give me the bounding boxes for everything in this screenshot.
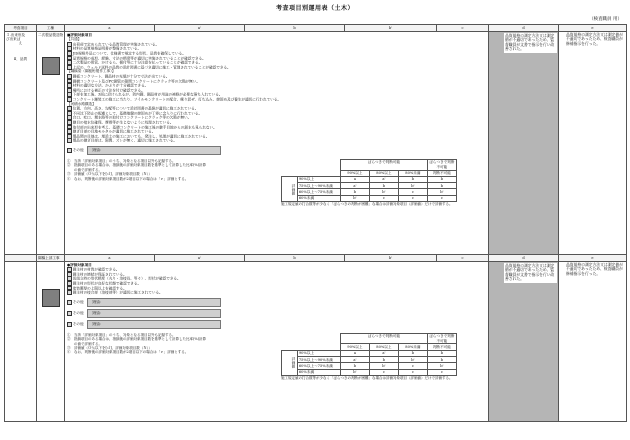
note-line: ② 指摘項目のある場合は、指摘後の評価対象項目数を基準として計算した比率(%)計算: [67, 163, 207, 168]
checkbox[interactable]: [67, 138, 72, 143]
grade-row-label: 60%以上～75%未満: [297, 189, 340, 195]
section2-header-a-prime: a': [155, 255, 245, 262]
section1-right-e: 品質規格の測定方法又は測定値が不適切であったため、検査職員が修補指示を行った。: [566, 31, 623, 46]
note-line: ① 当該「評価対象項目」のうち、対象となる項目以外も記録する。: [67, 332, 176, 337]
other-reason-field[interactable]: ［理由：: [87, 309, 221, 318]
section2-row: [5, 262, 627, 422]
header-a: a: [65, 25, 155, 32]
grade-cell: c: [369, 369, 398, 375]
grade-cell: a': [340, 183, 369, 189]
other-row: [67, 298, 486, 307]
item-no-line2: び出来ば: [6, 36, 21, 41]
section2-header-row: [5, 255, 627, 262]
note-line: ① 当該「評価対象項目」のうち、対象となる項目以外も記録する。: [67, 158, 176, 163]
item-text: 出荷前で定められている品質管理が実施されている。: [72, 42, 160, 47]
header-a-prime: a': [155, 25, 245, 32]
grade-cell: a: [340, 350, 369, 356]
grade-cell: b: [398, 176, 427, 182]
section2-e-cell: [559, 262, 627, 422]
checkbox[interactable]: [67, 322, 72, 327]
other-row: [67, 309, 486, 318]
section2-grade-block: [281, 333, 457, 376]
note-line: ④ なお、判断後の評価対象項目数が2項目以下の場合は「ｅ」評価とする。: [67, 350, 189, 355]
grade-subheader: 80%以上: [369, 344, 398, 350]
section2-notes: [67, 333, 277, 376]
section1-grade-table: [281, 159, 457, 202]
checkbox[interactable]: [67, 148, 72, 153]
grade-corner: [282, 333, 341, 344]
other-reason-field[interactable]: ［理由：: [87, 298, 221, 307]
section2-content: [65, 262, 489, 422]
grade-corner: [282, 159, 341, 170]
other-label: その他: [72, 322, 84, 327]
item-text: 鋼主材の接合部（溶接部等）が適切に施工されている。: [72, 290, 163, 295]
section2-grade-table: [281, 333, 457, 376]
grade-cell: b': [427, 363, 456, 369]
section2-right-e: 品質規格の測定方法又は測定値が不適切であったため、検査職員が修補指示を行った。: [566, 261, 623, 276]
grade-header-nonvariance: ばらつきで判断不可能: [429, 160, 455, 169]
item-text: 鋼主材の材質が確認できる。: [72, 267, 120, 272]
section1-type: 二次製品製造物: [38, 32, 64, 37]
other-row: [67, 146, 486, 155]
item-no-line3: え: [18, 41, 23, 46]
other-label: その他: [72, 311, 84, 316]
item-text: 継目の接水位確保、摩擦等が生じないように処理されている。: [72, 120, 174, 125]
grade-subheader: 90%以上: [340, 170, 369, 176]
note-line: ③ 評価値（Ｏ％以下を[ｄ]、評価対象項目数（Ｎ））: [67, 346, 152, 351]
grade-subheader: 90%以上: [340, 344, 369, 350]
grade-row-label: 60%未満: [297, 195, 340, 201]
grade-subheader: 80%以上: [369, 170, 398, 176]
item-text: 材料の品質規格証明書が整備されている。: [72, 46, 142, 51]
section1-d-cell: [489, 32, 559, 255]
other-reason-field[interactable]: ［理由：: [87, 320, 221, 329]
grade-row: [282, 369, 457, 375]
grade-cell: b': [398, 357, 427, 363]
grade-header-variance: ばらつきで判断可能: [340, 333, 427, 344]
evaluation-table: [4, 24, 627, 422]
section2-items: [67, 267, 486, 295]
section2-footnote: 施工規定値の打合数等が少なく「ばらつきの判断が困難」な場合は評価対象項目（評価値）だけで評価する。: [281, 375, 453, 380]
item-text: 下部を加工後、3面に設けられるが、防内鋼、鋼品材が用途の補修が必要な落ち入れている。: [72, 92, 223, 97]
grade-cell: b': [340, 369, 369, 375]
grade-cell: b: [427, 350, 456, 356]
grade-cell: b': [398, 183, 427, 189]
header-b-prime: b': [345, 25, 437, 32]
grade-row-label: 75%以上～90%未満: [297, 183, 340, 189]
section2-header-e: e: [559, 255, 627, 262]
grade-cell: a: [340, 176, 369, 182]
grade-cell: c: [398, 195, 427, 201]
section2-header-b-prime: b': [345, 255, 437, 262]
section1-item-cell: [5, 32, 37, 255]
grade-cell: c: [369, 195, 398, 201]
item-text: 材料の適切な方法、かぶりが十分確認できる。: [72, 83, 149, 88]
grade-row-label: 60%未満: [297, 369, 340, 375]
item-text: 鋼主材の形状が良好な状態で確認できる。: [72, 281, 142, 286]
section2-right-d: 品質規格の測定方法又は測定値が不適切であったため、監督職員が文書で指示を行い改善された。: [504, 263, 557, 283]
grade-cell: c: [427, 195, 456, 201]
note-line: の値で評価する。: [67, 341, 102, 346]
grade-cell: b': [340, 195, 369, 201]
checkbox[interactable]: [67, 311, 72, 316]
header-c: c: [437, 25, 489, 32]
grade-cell: b: [369, 357, 398, 363]
eval-item: [67, 290, 486, 295]
item-text: 不同沈下防止の配慮として、基礎地盤の締固めが丁寧に念入りに行われている。: [72, 111, 203, 116]
grade-subheader: 80%未満: [398, 170, 427, 176]
section2-header-a: a: [65, 255, 155, 262]
item-text: 塗装膜厚の上限以上を確認する。: [72, 286, 127, 291]
other-label: その他: [72, 148, 84, 153]
section2-header-b: b: [245, 255, 345, 262]
grade-subheader: 判断不可能: [427, 344, 456, 350]
grade-row-label: 90%以上: [297, 350, 340, 356]
note-line: ④ なお、判断後の評価対象項目数が2項目以下の場合は「ｅ」評価とする。: [67, 176, 189, 181]
header-type: 工種: [37, 25, 65, 32]
header-row: [5, 25, 627, 32]
grade-subheader: 80%未満: [398, 344, 427, 350]
grade-cell: a': [369, 176, 398, 182]
section1-content: [65, 32, 489, 255]
eval-item: [67, 138, 486, 143]
grade-row-label: 60%以上～75%未満: [297, 363, 340, 369]
item-sub: Ⅱ．品質: [13, 57, 28, 62]
section2-type-cell: [37, 262, 65, 422]
grade-cell: b: [398, 350, 427, 356]
group-label: 【共通】: [67, 37, 82, 42]
item-text: 鋼板コンクリート、鋼品材の充填が十分で寸法が出ている。: [72, 74, 170, 79]
item-text: 継ぎ目部の目地モルタルが適切に施工されている。: [72, 129, 156, 134]
grade-cell: c: [398, 369, 427, 375]
item-text: 場所における補正の寸法を付け確認できる。: [72, 88, 145, 93]
grade-cell: b: [427, 183, 456, 189]
section1-notes: [67, 159, 277, 202]
section2-eval-title: ●評価対象項目: [67, 263, 92, 267]
item-text: 台口、吐口、堰水路等の取付けコンクリートにクラック等の欠陥が無い。: [72, 115, 192, 120]
item-text: 上記の、ウェルド試料の品質の設計図書に基づき適切に施工・管理されていることが確認できる。: [72, 65, 231, 70]
section1-bottom: [67, 159, 486, 202]
section2-item-cell: [5, 262, 37, 422]
grade-side-label: 評価値: [282, 176, 298, 201]
other-row: [67, 320, 486, 329]
grade-cell: b': [369, 363, 398, 369]
item-text: 製品の継ぎ目部は、隙間、ズレが無く、適切に施工されている。: [72, 138, 177, 143]
grade-cell: b': [369, 189, 398, 195]
item-text: 仮組立時の形状精度（丸り・溶接長、等々）、形状が確認できる。: [72, 276, 181, 281]
item-text: 位置、方向、高さ、勾配等について設計図書の基線が適切に施工されている。: [72, 106, 199, 111]
header-item: 考査項目: [5, 25, 37, 32]
section1-groups: [67, 37, 486, 143]
grade-cell: c: [427, 369, 456, 375]
checkbox[interactable]: [67, 290, 72, 295]
header-d: d: [489, 25, 559, 32]
section2-marker-square: [42, 289, 60, 307]
grade-row-label: 90%以上: [297, 176, 340, 182]
grade-cell: c: [398, 363, 427, 369]
grade-cell: b: [427, 176, 456, 182]
item-text: 品質規格の成形、経験、寸法の精度等が適切に実施されていることが確認できる。: [72, 56, 206, 61]
section2-header-d: d: [489, 255, 559, 262]
section2-header-empty: [5, 255, 37, 262]
grade-cell: b': [427, 189, 456, 195]
grade-cell: b: [340, 363, 369, 369]
grade-header-variance: ばらつきで判断可能: [340, 159, 427, 170]
grade-cell: a': [369, 350, 398, 356]
item-text: 二次製品の保管、かけるら、据付等に十分注意を払っていることが確認できる。: [72, 60, 203, 65]
other-label: その他: [72, 300, 84, 305]
section1-e-cell: [559, 32, 627, 255]
item-text: JIS規格外品について、仕様書で規定する形状、品質を確保している。: [72, 51, 186, 56]
grade-cell: b: [340, 189, 369, 195]
section1-row: [5, 32, 627, 255]
grade-row: [282, 195, 457, 201]
header-e: e: [559, 25, 627, 32]
header-b: b: [245, 25, 345, 32]
section1-grade-block: [281, 159, 457, 202]
item-text: 取付部の出来形を考え、基礎コンクリートの施工後の継手目地からの漏水も見られない。: [72, 124, 217, 129]
grade-cell: a': [340, 357, 369, 363]
grade-cell: b: [369, 183, 398, 189]
grade-row-label: 75%以上～90%未満: [297, 357, 340, 363]
page-title: 考査項目別運用表（土木）: [275, 5, 354, 12]
item-text: コンクリート舗装工の施工に当たり、ソイルモンクリートの配合、練り混ぜ、打ち込み、締固め及び養生が適切に行われている。: [72, 97, 282, 102]
note-line: の値で評価する。: [67, 167, 102, 172]
section1-marker-square: [42, 57, 60, 75]
section1-others: [67, 146, 486, 155]
section1-footnote: 施工規定値の打合数等が少なく「ばらつきの判断が困難」な場合は評価対象項目（評価値）だけで評価する。: [281, 202, 453, 207]
grade-cell: c: [398, 189, 427, 195]
grade-side-label: 評価値: [282, 350, 298, 375]
section2-others: [67, 298, 486, 329]
group-label: 【鋼橋梁（鋼板桁製作工事）】: [67, 69, 116, 74]
grade-header-nonvariance: ばらつきで判断不可能: [429, 334, 455, 343]
section2-header-c: c: [437, 255, 489, 262]
inspector-label: （検査職員 用）: [589, 17, 622, 22]
item-text: 鋼主材の締結が保証されている。: [72, 272, 127, 277]
section1-type-cell: [37, 32, 65, 255]
other-reason-field[interactable]: ［理由：: [87, 146, 221, 155]
item-text: 製品間の目地は、埋設土の施工においても、発注し、処理が適切に施工されている。: [72, 134, 210, 139]
section2-d-cell: [489, 262, 559, 422]
grade-cell: b: [427, 357, 456, 363]
note-line: ③ 評価値（Ｏ％以下を[ｄ]、評価対象項目数（Ｎ））: [67, 172, 152, 177]
item-text: 鋼橋コンクリート及びPC鋼管の隙間コンクリートにクラック等の欠陥が無い。: [72, 79, 200, 84]
section1-eval-title: ■評価対象項目: [67, 33, 92, 37]
section2-bottom: [67, 333, 486, 376]
section2-type-header: 鋼橋上部工事: [37, 255, 65, 262]
note-line: ② 指摘項目のある場合は、指摘後の評価対象項目数を基準として計算した比率(%)計算: [67, 337, 207, 342]
group-label: 【河積水路構造】: [67, 101, 96, 106]
section1-right-d: 品質規格の測定方法又は測定値が不適切であったため、監督職員が文書で指示を行い改善された。: [504, 33, 557, 53]
item-no-line1: ３.出来形及: [6, 32, 26, 37]
grade-subheader: 判断不可能: [427, 170, 456, 176]
checkbox[interactable]: [67, 300, 72, 305]
